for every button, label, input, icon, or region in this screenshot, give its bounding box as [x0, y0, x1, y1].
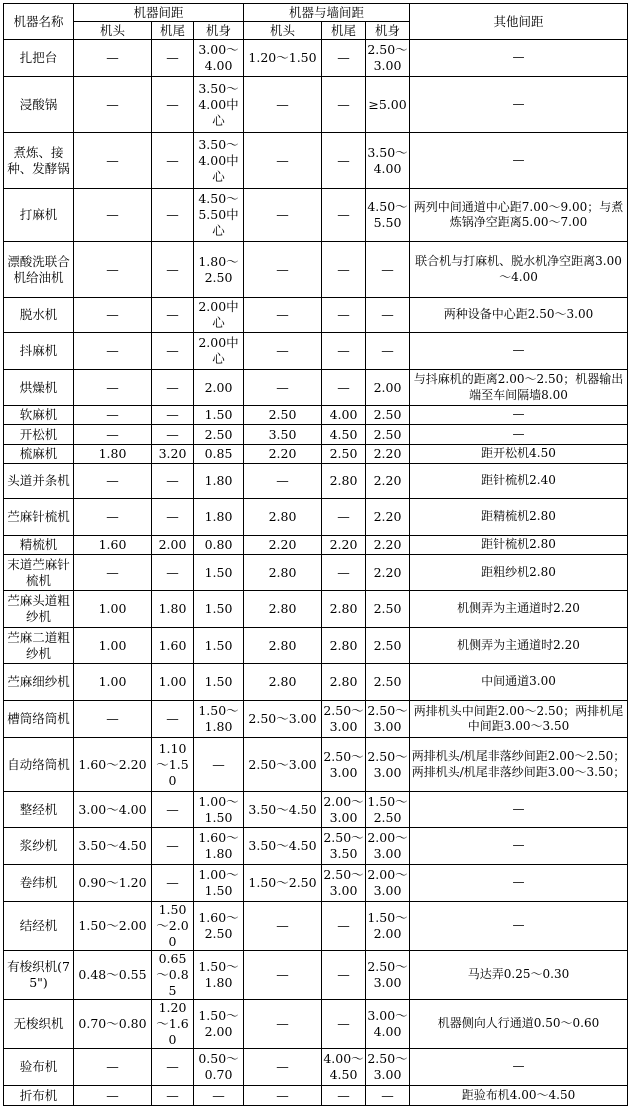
table-row: [4, 555, 628, 591]
machine-name-cell: 苎麻细纱机: [4, 664, 74, 701]
machine-name-cell: 浆纱机: [4, 828, 74, 865]
spacing-value-cell: 4.00: [322, 406, 366, 425]
spacing-value-cell: 3.00～4.00: [194, 40, 244, 77]
spacing-value-cell: 3.50～4.00中心: [194, 133, 244, 189]
spacing-value-cell: 1.60～1.80: [194, 828, 244, 865]
other-spacing-cell: 机侧弄为主通道时2.20: [410, 591, 628, 628]
spacing-value-cell: 4.50: [322, 425, 366, 445]
spacing-value-cell: 1.60～2.50: [194, 902, 244, 951]
spacing-value-cell: 1.80: [194, 464, 244, 499]
spacing-value-cell: —: [366, 298, 410, 333]
spacing-value-cell: —: [74, 499, 152, 536]
header-sub-wall-head: 机头: [244, 22, 322, 40]
machine-name-cell: 浸酸锅: [4, 77, 74, 133]
spacing-value-cell: —: [244, 370, 322, 406]
spacing-value-cell: —: [194, 738, 244, 792]
spacing-value-cell: 2.50: [366, 628, 410, 664]
spacing-value-cell: —: [152, 555, 194, 591]
other-spacing-cell: —: [410, 902, 628, 951]
table-row: [4, 536, 628, 555]
table-body: [4, 40, 628, 1106]
spacing-value-cell: 2.00: [152, 536, 194, 555]
spacing-value-cell: 3.20: [152, 445, 194, 464]
other-spacing-cell: —: [410, 77, 628, 133]
spacing-value-cell: 2.20: [366, 445, 410, 464]
table-row: [4, 298, 628, 333]
machine-name-cell: 苎麻针梳机: [4, 499, 74, 536]
spacing-value-cell: —: [366, 1086, 410, 1106]
spacing-value-cell: 4.00～4.50: [322, 1049, 366, 1086]
header-sub-wall-tail: 机尾: [322, 22, 366, 40]
other-spacing-cell: —: [410, 865, 628, 902]
spacing-value-cell: —: [74, 425, 152, 445]
spacing-value-cell: —: [152, 242, 194, 298]
spacing-value-cell: 1.50～2.50: [366, 792, 410, 828]
table-row: [4, 951, 628, 1000]
spacing-value-cell: 2.50: [366, 425, 410, 445]
other-spacing-cell: —: [410, 133, 628, 189]
other-spacing-cell: 与抖麻机的距离2.00～2.50；机器输出端至车间隔墙8.00: [410, 370, 628, 406]
table-row: [4, 189, 628, 242]
spacing-value-cell: 2.00中心: [194, 333, 244, 370]
spacing-value-cell: 2.80: [322, 664, 366, 701]
spacing-value-cell: —: [322, 499, 366, 536]
machine-name-cell: 整经机: [4, 792, 74, 828]
spacing-value-cell: 2.20: [366, 464, 410, 499]
spacing-value-cell: —: [152, 1049, 194, 1086]
spacing-value-cell: —: [152, 333, 194, 370]
spacing-value-cell: 1.50: [194, 628, 244, 664]
spacing-value-cell: 0.85: [194, 445, 244, 464]
spacing-value-cell: —: [366, 333, 410, 370]
spacing-value-cell: —: [244, 902, 322, 951]
spacing-value-cell: 1.60: [74, 536, 152, 555]
spacing-value-cell: —: [244, 1049, 322, 1086]
header-sub-body: 机身: [194, 22, 244, 40]
spacing-value-cell: 2.50: [366, 406, 410, 425]
spacing-value-cell: 3.50～4.00: [366, 133, 410, 189]
spacing-value-cell: 1.00: [74, 664, 152, 701]
spacing-value-cell: —: [322, 370, 366, 406]
spacing-value-cell: —: [244, 189, 322, 242]
spacing-value-cell: 0.65～0.85: [152, 951, 194, 1000]
table-row: [4, 628, 628, 664]
machine-name-cell: 自动络筒机: [4, 738, 74, 792]
spacing-value-cell: —: [152, 464, 194, 499]
spacing-value-cell: 2.00～3.00: [366, 865, 410, 902]
other-spacing-cell: —: [410, 406, 628, 425]
machine-name-cell: 脱水机: [4, 298, 74, 333]
spacing-value-cell: —: [322, 333, 366, 370]
spacing-value-cell: 2.20: [366, 499, 410, 536]
spacing-value-cell: 2.50: [194, 425, 244, 445]
spacing-value-cell: —: [244, 77, 322, 133]
spacing-value-cell: 1.50～1.80: [194, 951, 244, 1000]
spacing-value-cell: 2.00: [366, 370, 410, 406]
spacing-value-cell: 1.50～1.80: [194, 701, 244, 738]
machine-name-cell: 扎把台: [4, 40, 74, 77]
spacing-value-cell: 2.20: [366, 536, 410, 555]
spacing-value-cell: 1.80: [194, 499, 244, 536]
table-row: [4, 40, 628, 77]
machine-name-cell: 槽筒络筒机: [4, 701, 74, 738]
spacing-value-cell: —: [74, 464, 152, 499]
header-sub-wall-body: 机身: [366, 22, 410, 40]
table-row: [4, 828, 628, 865]
spacing-value-cell: 1.50: [194, 406, 244, 425]
spacing-value-cell: 1.60～2.20: [74, 738, 152, 792]
machine-name-cell: 漂酸洗联合机给油机: [4, 242, 74, 298]
machine-name-cell: 打麻机: [4, 189, 74, 242]
spacing-value-cell: —: [244, 133, 322, 189]
spacing-value-cell: —: [322, 133, 366, 189]
spacing-value-cell: —: [152, 792, 194, 828]
spacing-value-cell: —: [152, 406, 194, 425]
spacing-value-cell: 2.50～3.00: [366, 40, 410, 77]
other-spacing-cell: —: [410, 792, 628, 828]
table-row: [4, 425, 628, 445]
other-spacing-cell: 机器侧向人行通道0.50～0.60: [410, 1000, 628, 1049]
spacing-value-cell: —: [194, 1086, 244, 1106]
spacing-value-cell: 2.20: [244, 536, 322, 555]
spacing-value-cell: —: [152, 189, 194, 242]
spacing-value-cell: —: [152, 701, 194, 738]
spacing-value-cell: 2.50: [244, 406, 322, 425]
spacing-value-cell: 1.60: [152, 628, 194, 664]
spacing-value-cell: 3.50～4.50: [244, 792, 322, 828]
spacing-value-cell: 1.00～1.50: [194, 865, 244, 902]
spacing-value-cell: 2.20: [366, 555, 410, 591]
spacing-value-cell: —: [74, 77, 152, 133]
spacing-value-cell: 2.50～3.00: [366, 1049, 410, 1086]
other-spacing-cell: 机侧弄为主通道时2.20: [410, 628, 628, 664]
spacing-value-cell: 2.50～3.00: [322, 865, 366, 902]
other-spacing-cell: 两种设备中心距2.50～3.00: [410, 298, 628, 333]
spacing-value-cell: —: [322, 1000, 366, 1049]
machine-name-cell: 验布机: [4, 1049, 74, 1086]
table-row: [4, 499, 628, 536]
other-spacing-cell: —: [410, 1049, 628, 1086]
spacing-value-cell: 2.80: [322, 591, 366, 628]
other-spacing-cell: 马达弄0.25～0.30: [410, 951, 628, 1000]
table-row: [4, 1000, 628, 1049]
spacing-value-cell: 1.50: [194, 664, 244, 701]
spacing-value-cell: 2.50: [366, 664, 410, 701]
spacing-value-cell: —: [152, 77, 194, 133]
spacing-value-cell: 1.20～1.50: [244, 40, 322, 77]
spacing-value-cell: 2.50～3.00: [366, 701, 410, 738]
spacing-value-cell: 2.80: [244, 499, 322, 536]
spacing-value-cell: —: [152, 133, 194, 189]
machine-name-cell: 末道苎麻针梳机: [4, 555, 74, 591]
other-spacing-cell: —: [410, 425, 628, 445]
spacing-value-cell: 2.80: [244, 628, 322, 664]
spacing-value-cell: —: [244, 333, 322, 370]
table-row: [4, 370, 628, 406]
spacing-value-cell: ≥5.00: [366, 77, 410, 133]
spacing-value-cell: 4.50～5.50中心: [194, 189, 244, 242]
spacing-value-cell: —: [152, 370, 194, 406]
table-row: [4, 701, 628, 738]
other-spacing-cell: 距开松机4.50: [410, 445, 628, 464]
machine-name-cell: 精梳机: [4, 536, 74, 555]
spacing-value-cell: —: [244, 298, 322, 333]
spacing-value-cell: —: [74, 333, 152, 370]
spacing-value-cell: 3.50: [244, 425, 322, 445]
spacing-value-cell: 2.50～3.00: [366, 951, 410, 1000]
spacing-value-cell: —: [322, 40, 366, 77]
spacing-value-cell: 2.00中心: [194, 298, 244, 333]
machine-name-cell: 折布机: [4, 1086, 74, 1106]
spacing-value-cell: —: [74, 406, 152, 425]
spacing-value-cell: 2.20: [322, 536, 366, 555]
spacing-value-cell: —: [74, 133, 152, 189]
spacing-value-cell: 2.00: [194, 370, 244, 406]
spacing-value-cell: 2.80: [322, 464, 366, 499]
other-spacing-cell: 距针梳机2.80: [410, 536, 628, 555]
spacing-value-cell: 4.50～5.50: [366, 189, 410, 242]
spacing-value-cell: 1.00: [152, 664, 194, 701]
spacing-value-cell: 1.80～2.50: [194, 242, 244, 298]
spacing-value-cell: —: [322, 902, 366, 951]
other-spacing-cell: 距针梳机2.40: [410, 464, 628, 499]
other-spacing-cell: —: [410, 828, 628, 865]
other-spacing-cell: 距精梳机2.80: [410, 499, 628, 536]
machine-name-cell: 结经机: [4, 902, 74, 951]
spacing-value-cell: —: [74, 242, 152, 298]
spacing-value-cell: —: [152, 499, 194, 536]
spacing-value-cell: 2.50: [322, 445, 366, 464]
spacing-value-cell: 1.00: [74, 628, 152, 664]
spacing-value-cell: —: [152, 865, 194, 902]
spacing-value-cell: 1.80: [74, 445, 152, 464]
spacing-value-cell: —: [74, 370, 152, 406]
other-spacing-cell: 距验布机4.00～4.50: [410, 1086, 628, 1106]
spacing-value-cell: 0.90～1.20: [74, 865, 152, 902]
table-row: [4, 792, 628, 828]
machine-name-cell: 苎麻二道粗纱机: [4, 628, 74, 664]
machine-name-cell: 煮炼、接种、发酵锅: [4, 133, 74, 189]
spacing-value-cell: —: [322, 951, 366, 1000]
machine-name-cell: 抖麻机: [4, 333, 74, 370]
spacing-value-cell: 0.50～0.70: [194, 1049, 244, 1086]
spacing-value-cell: 2.50～3.00: [366, 738, 410, 792]
spacing-value-cell: —: [244, 464, 322, 499]
machine-name-cell: 梳麻机: [4, 445, 74, 464]
spacing-value-cell: 2.50～3.50: [322, 828, 366, 865]
machine-name-cell: 烘燥机: [4, 370, 74, 406]
spacing-value-cell: —: [366, 242, 410, 298]
spacing-value-cell: 2.00～3.00: [322, 792, 366, 828]
other-spacing-cell: 两列中间通道中心距7.00～9.00；与煮炼锅净空距离5.00～7.00: [410, 189, 628, 242]
spacing-value-cell: —: [74, 40, 152, 77]
other-spacing-cell: 距粗纱机2.80: [410, 555, 628, 591]
spacing-value-cell: 2.00～3.00: [366, 828, 410, 865]
spacing-value-cell: 2.50～3.00: [322, 701, 366, 738]
other-spacing-cell: 中间通道3.00: [410, 664, 628, 701]
machine-name-cell: 有梭织机(75"): [4, 951, 74, 1000]
table-row: [4, 591, 628, 628]
spacing-value-cell: 3.00～4.00: [366, 1000, 410, 1049]
machine-spacing-table: [3, 3, 628, 1106]
spacing-value-cell: 1.50～2.50: [244, 865, 322, 902]
spacing-value-cell: —: [152, 40, 194, 77]
spacing-value-cell: 1.20～1.60: [152, 1000, 194, 1049]
machine-name-cell: 头道并条机: [4, 464, 74, 499]
other-spacing-cell: 两排机头/机尾非落纱间距2.00～2.50；两排机头/机尾非落纱间距3.00～3.50；: [410, 738, 628, 792]
spacing-value-cell: 1.50～2.00: [152, 902, 194, 951]
spacing-value-cell: 1.00: [74, 591, 152, 628]
spacing-value-cell: —: [322, 298, 366, 333]
spacing-value-cell: 2.80: [244, 664, 322, 701]
spacing-value-cell: —: [74, 1049, 152, 1086]
spacing-value-cell: —: [244, 1086, 322, 1106]
spacing-value-cell: —: [74, 1086, 152, 1106]
spacing-value-cell: —: [152, 298, 194, 333]
spacing-value-cell: —: [322, 555, 366, 591]
spacing-value-cell: 1.80: [152, 591, 194, 628]
table-row: [4, 902, 628, 951]
spacing-value-cell: —: [152, 425, 194, 445]
spacing-value-cell: 3.00～4.00: [74, 792, 152, 828]
table-row: [4, 738, 628, 792]
spacing-value-cell: —: [74, 555, 152, 591]
spacing-value-cell: 2.50～3.00: [244, 738, 322, 792]
table-row: [4, 664, 628, 701]
table-row: [4, 133, 628, 189]
spacing-value-cell: 0.80: [194, 536, 244, 555]
table-row: [4, 77, 628, 133]
spacing-value-cell: —: [322, 77, 366, 133]
spacing-value-cell: 1.50: [194, 555, 244, 591]
spacing-value-cell: 1.00～1.50: [194, 792, 244, 828]
spacing-value-cell: —: [152, 1086, 194, 1106]
spacing-value-cell: —: [74, 298, 152, 333]
machine-name-cell: 无梭织机: [4, 1000, 74, 1049]
spacing-value-cell: —: [244, 242, 322, 298]
header-sub-head: 机头: [74, 22, 152, 40]
header-sub-tail: 机尾: [152, 22, 194, 40]
header-other-spacing: 其他间距: [410, 4, 628, 40]
spacing-value-cell: 3.50～4.00中心: [194, 77, 244, 133]
table-row: [4, 406, 628, 425]
table-row: [4, 333, 628, 370]
machine-name-cell: 卷纬机: [4, 865, 74, 902]
header-machine-spacing: 机器间距: [74, 4, 244, 22]
spacing-value-cell: 3.50～4.50: [74, 828, 152, 865]
machine-name-cell: 开松机: [4, 425, 74, 445]
spacing-value-cell: 1.10～1.50: [152, 738, 194, 792]
spacing-value-cell: 2.80: [322, 628, 366, 664]
machine-name-cell: 软麻机: [4, 406, 74, 425]
spacing-value-cell: —: [74, 189, 152, 242]
spacing-value-cell: 1.50: [194, 591, 244, 628]
spacing-value-cell: 2.20: [244, 445, 322, 464]
spacing-value-cell: 1.50～2.00: [74, 902, 152, 951]
spacing-value-cell: 1.50～2.00: [194, 1000, 244, 1049]
table-row: [4, 865, 628, 902]
table-row: [4, 1049, 628, 1086]
table-row: [4, 464, 628, 499]
spacing-value-cell: 3.50～4.50: [244, 828, 322, 865]
spacing-value-cell: 1.50～2.00: [366, 902, 410, 951]
spacing-value-cell: 0.48～0.55: [74, 951, 152, 1000]
other-spacing-cell: 两排机头中间距2.00～2.50；两排机尾中间距3.00～3.50: [410, 701, 628, 738]
table-row: [4, 445, 628, 464]
spacing-value-cell: —: [244, 951, 322, 1000]
spacing-value-cell: —: [322, 189, 366, 242]
spacing-value-cell: —: [244, 1000, 322, 1049]
header-wall-spacing: 机器与墙间距: [244, 4, 410, 22]
header-machine-name: 机器名称: [4, 4, 74, 40]
table-row: [4, 242, 628, 298]
spacing-value-cell: 2.50: [366, 591, 410, 628]
spacing-value-cell: —: [322, 242, 366, 298]
spacing-value-cell: —: [74, 701, 152, 738]
spacing-value-cell: 2.50～3.00: [322, 738, 366, 792]
other-spacing-cell: 联合机与打麻机、脱水机净空距离3.00～4.00: [410, 242, 628, 298]
table-row: [4, 1086, 628, 1106]
other-spacing-cell: —: [410, 333, 628, 370]
spacing-value-cell: 2.50～3.00: [244, 701, 322, 738]
spacing-value-cell: —: [152, 828, 194, 865]
other-spacing-cell: —: [410, 40, 628, 77]
spacing-value-cell: 2.80: [244, 555, 322, 591]
spacing-value-cell: 2.80: [244, 591, 322, 628]
spacing-value-cell: —: [322, 1086, 366, 1106]
spacing-value-cell: 0.70～0.80: [74, 1000, 152, 1049]
machine-name-cell: 苎麻头道粗纱机: [4, 591, 74, 628]
